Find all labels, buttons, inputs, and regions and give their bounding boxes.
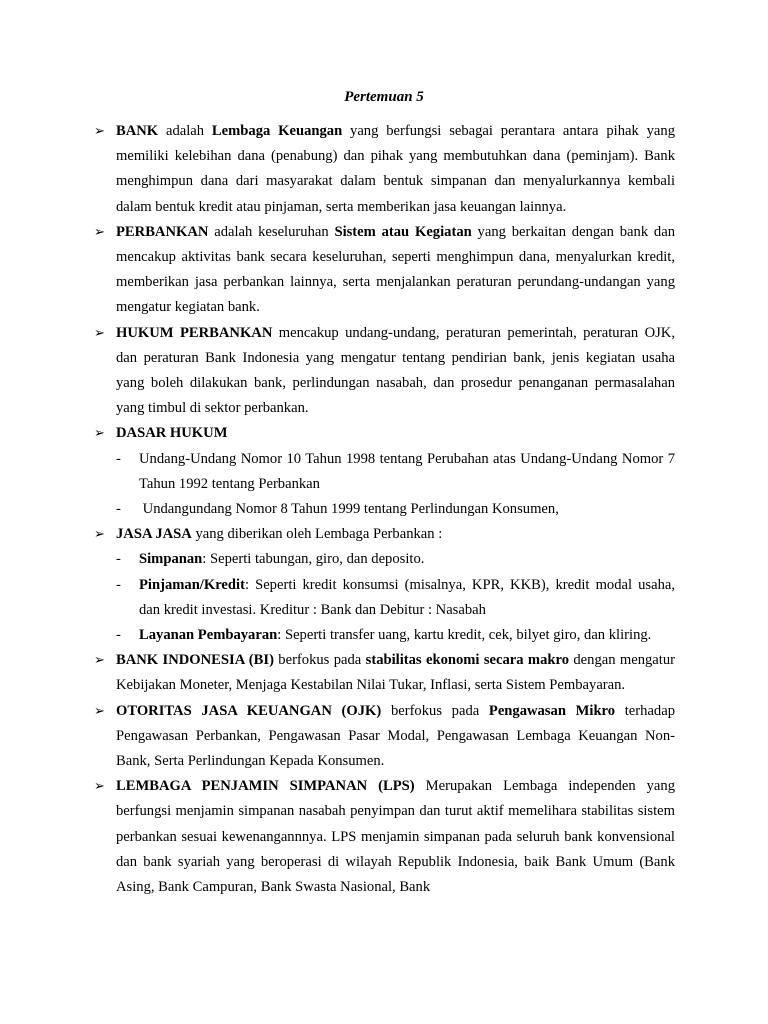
term-perbankan: PERBANKAN bbox=[116, 223, 209, 240]
bold-segment: Simpanan bbox=[139, 551, 203, 568]
text-segment: Undangundang Nomor 8 Tahun 1999 tentang Perlindungan Konsumen, bbox=[139, 501, 559, 518]
text-segment: adalah keseluruhan bbox=[208, 223, 335, 240]
arrow-bullet-icon: ➢ bbox=[94, 325, 105, 341]
text-segment: : Seperti transfer uang, kartu kredit, cek, bilyet giro, dan kliring. bbox=[277, 627, 652, 644]
term-bank-indonesia: BANK INDONESIA (BI) bbox=[116, 652, 274, 669]
sub-item-layanan-pembayaran bbox=[94, 623, 675, 648]
bold-segment: Lembaga Keuangan bbox=[211, 123, 343, 139]
text-segment: adalah bbox=[158, 123, 212, 139]
list-item-jasa-jasa bbox=[94, 522, 675, 547]
arrow-bullet-icon: ➢ bbox=[94, 527, 105, 543]
text-segment: Undang-Undang Nomor 10 Tahun 1998 tentang Perubahan atas Undang-Undang Nomor 7 Tahun 1992 tentang Perbankan bbox=[139, 450, 675, 492]
arrow-bullet-icon: ➢ bbox=[94, 779, 105, 795]
bold-segment: stabilitas ekonomi secara makro bbox=[365, 652, 570, 669]
list-item-lps bbox=[94, 774, 675, 900]
list-item-perbankan bbox=[94, 220, 675, 321]
arrow-bullet-icon: ➢ bbox=[94, 653, 105, 669]
text-segment: berfokus pada bbox=[381, 702, 489, 719]
bold-segment: Sistem atau Kegiatan bbox=[334, 223, 472, 240]
dash-bullet-icon: - bbox=[116, 450, 121, 467]
sub-item-pinjaman-kredit bbox=[94, 573, 675, 623]
term-hukum-perbankan: HUKUM PERBANKAN bbox=[116, 324, 273, 341]
bold-segment: Pengawasan Mikro bbox=[488, 702, 616, 719]
arrow-bullet-icon: ➢ bbox=[94, 124, 105, 139]
bold-segment: Layanan Pembayaran bbox=[139, 627, 278, 644]
text-segment: Merupakan Lembaga independen yang berfungsi menjamin simpanan nasabah penyimpan dan turut aktif memelihara stabilitas sistem perbankan sesuai kewenangannnya. LPS menjamin simpanan pada seluruh bank konvensional dan bank syariah yang beroperasi di wilayah Republik Indonesia, baik Bank Umum (Bank Asing, Bank Campuran, Bank Swasta Nasional, Bank bbox=[116, 778, 675, 896]
sub-item-uu-10-1998 bbox=[94, 447, 675, 497]
term-bank: BANK bbox=[116, 123, 159, 139]
sub-item-simpanan bbox=[94, 547, 675, 572]
list-item-ojk bbox=[94, 699, 675, 775]
bold-segment: Pinjaman/Kredit bbox=[139, 576, 245, 593]
term-jasa-jasa: JASA JASA bbox=[116, 526, 192, 543]
text-segment: yang berfungsi sebagai perantara antara pihak yang memiliki kelebihan dana (penabung) dan pihak yang membutuhkan dana (peminjam). Bank menghimpun dana dari masyarakat dalam bentuk simpanan dan menyalurkannya kembali dalam bentuk kredit atau pinjaman, serta memberikan jasa keuangan lainnya. bbox=[116, 123, 675, 215]
list-item-bank bbox=[94, 119, 675, 220]
text-segment: berfokus pada bbox=[273, 652, 366, 669]
arrow-bullet-icon: ➢ bbox=[94, 426, 105, 442]
term-ojk: OTORITAS JASA KEUANGAN (OJK) bbox=[116, 702, 382, 719]
page-title: Pertemuan 5 bbox=[344, 89, 424, 105]
dash-bullet-icon: - bbox=[116, 627, 121, 644]
dash-bullet-icon: - bbox=[116, 576, 121, 593]
text-segment: dengan mengatur Kebijakan Moneter, Menjaga Kestabilan Nilai Tukar, Inflasi, serta Sistem Pembayaran. bbox=[116, 652, 675, 694]
text-segment: : Seperti tabungan, giro, dan deposito. bbox=[202, 551, 425, 568]
sub-item-uu-8-1999 bbox=[94, 497, 675, 522]
document-body bbox=[94, 119, 675, 900]
text-segment: yang diberikan oleh Lembaga Perbankan : bbox=[191, 526, 443, 543]
list-item-dasar-hukum bbox=[94, 421, 675, 446]
text-segment: terhadap Pengawasan Perbankan, Pengawasan Pasar Modal, Pengawasan Lembaga Keuangan Non-Bank, Serta Perlindungan Kepada Konsumen. bbox=[116, 702, 675, 770]
text-segment: : Seperti kredit konsumsi (misalnya, KPR, KKB), kredit modal usaha, dan kredit investasi. Kreditur : Bank dan Debitur : Nasabah bbox=[139, 576, 675, 618]
list-item-hukum-perbankan bbox=[94, 321, 675, 422]
arrow-bullet-icon: ➢ bbox=[94, 703, 105, 719]
dash-bullet-icon: - bbox=[116, 551, 121, 568]
text-segment: mencakup undang-undang, peraturan pemerintah, peraturan OJK, dan peraturan Bank Indonesia yang mengatur tentang pendirian bank, jenis kegiatan usaha yang boleh dilakukan bank, perlindungan nasabah, dan prosedur penanganan permasalahan yang timbul di sektor perbankan. bbox=[116, 324, 675, 417]
dash-bullet-icon: - bbox=[116, 501, 121, 518]
text-segment: yang berkaitan dengan bank dan mencakup aktivitas bank secara keseluruhan, seperti menghimpun dana, menyalurkan kredit, memberikan jasa perbankan lainnya, serta menjalankan peraturan perundang-undangan yang mengatur kegiatan bank. bbox=[116, 223, 675, 316]
arrow-bullet-icon: ➢ bbox=[94, 224, 105, 240]
term-dasar-hukum: DASAR HUKUM bbox=[116, 425, 228, 442]
list-item-bank-indonesia bbox=[94, 648, 675, 698]
term-lps: LEMBAGA PENJAMIN SIMPANAN (LPS) bbox=[116, 778, 415, 795]
